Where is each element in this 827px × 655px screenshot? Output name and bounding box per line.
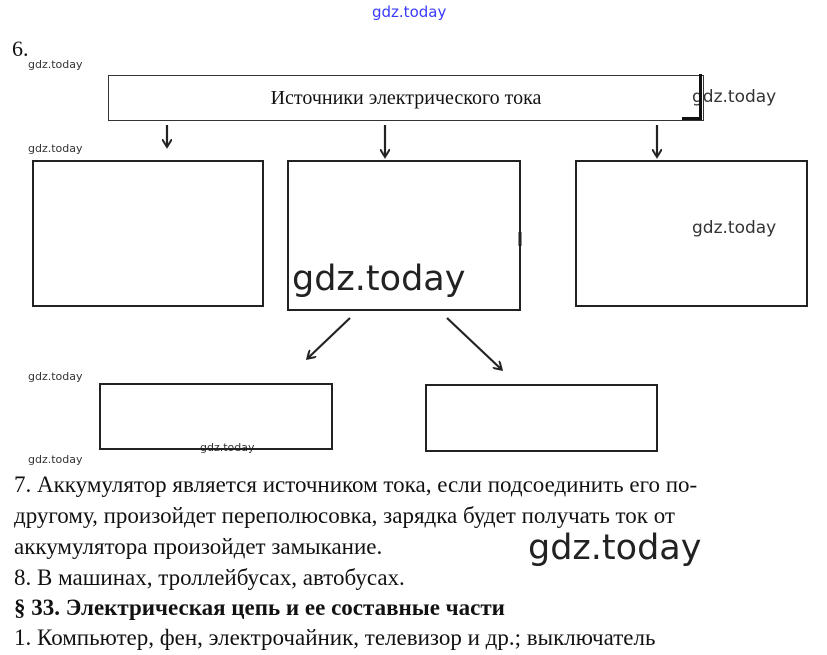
arrow-box-2-to-box-5 <box>447 318 501 369</box>
watermark-big-1: gdz.today <box>292 259 466 299</box>
text-line-4: 8. В машинах, троллейбусах, автобусах. <box>14 565 405 590</box>
watermark-small-1: gdz.today <box>28 58 83 71</box>
watermark-big-2: gdz.today <box>528 528 702 568</box>
arrow-box-2-to-box-4 <box>308 318 350 358</box>
watermark-small-2: gdz.today <box>28 142 83 155</box>
watermark-top: gdz.today <box>372 3 447 21</box>
watermark-small-4: gdz.today <box>28 453 83 466</box>
diagram-root-label: Источники электрического тока <box>270 86 542 109</box>
text-line-2: другому, произойдет переполюсовка, зарядка будет получать ток от <box>14 503 675 528</box>
text-line-1: 7. Аккумулятор является источником тока, если подсоединить его по- <box>14 472 698 497</box>
text-line-3: аккумулятора произойдет замыкание. <box>14 534 383 559</box>
section-heading: § 33. Электрическая цепь и ее составные части <box>14 595 505 620</box>
watermark-small-5: gdz.today <box>200 441 255 454</box>
task-number: 6. <box>12 36 29 61</box>
text-line-6: 1. Компьютер, фен, электрочайник, телевизор и др.; выключатель <box>14 625 656 650</box>
watermark-small-3: gdz.today <box>28 370 83 383</box>
watermark-medium-1: gdz.today <box>692 87 777 107</box>
watermark-medium-2: gdz.today <box>692 218 777 238</box>
